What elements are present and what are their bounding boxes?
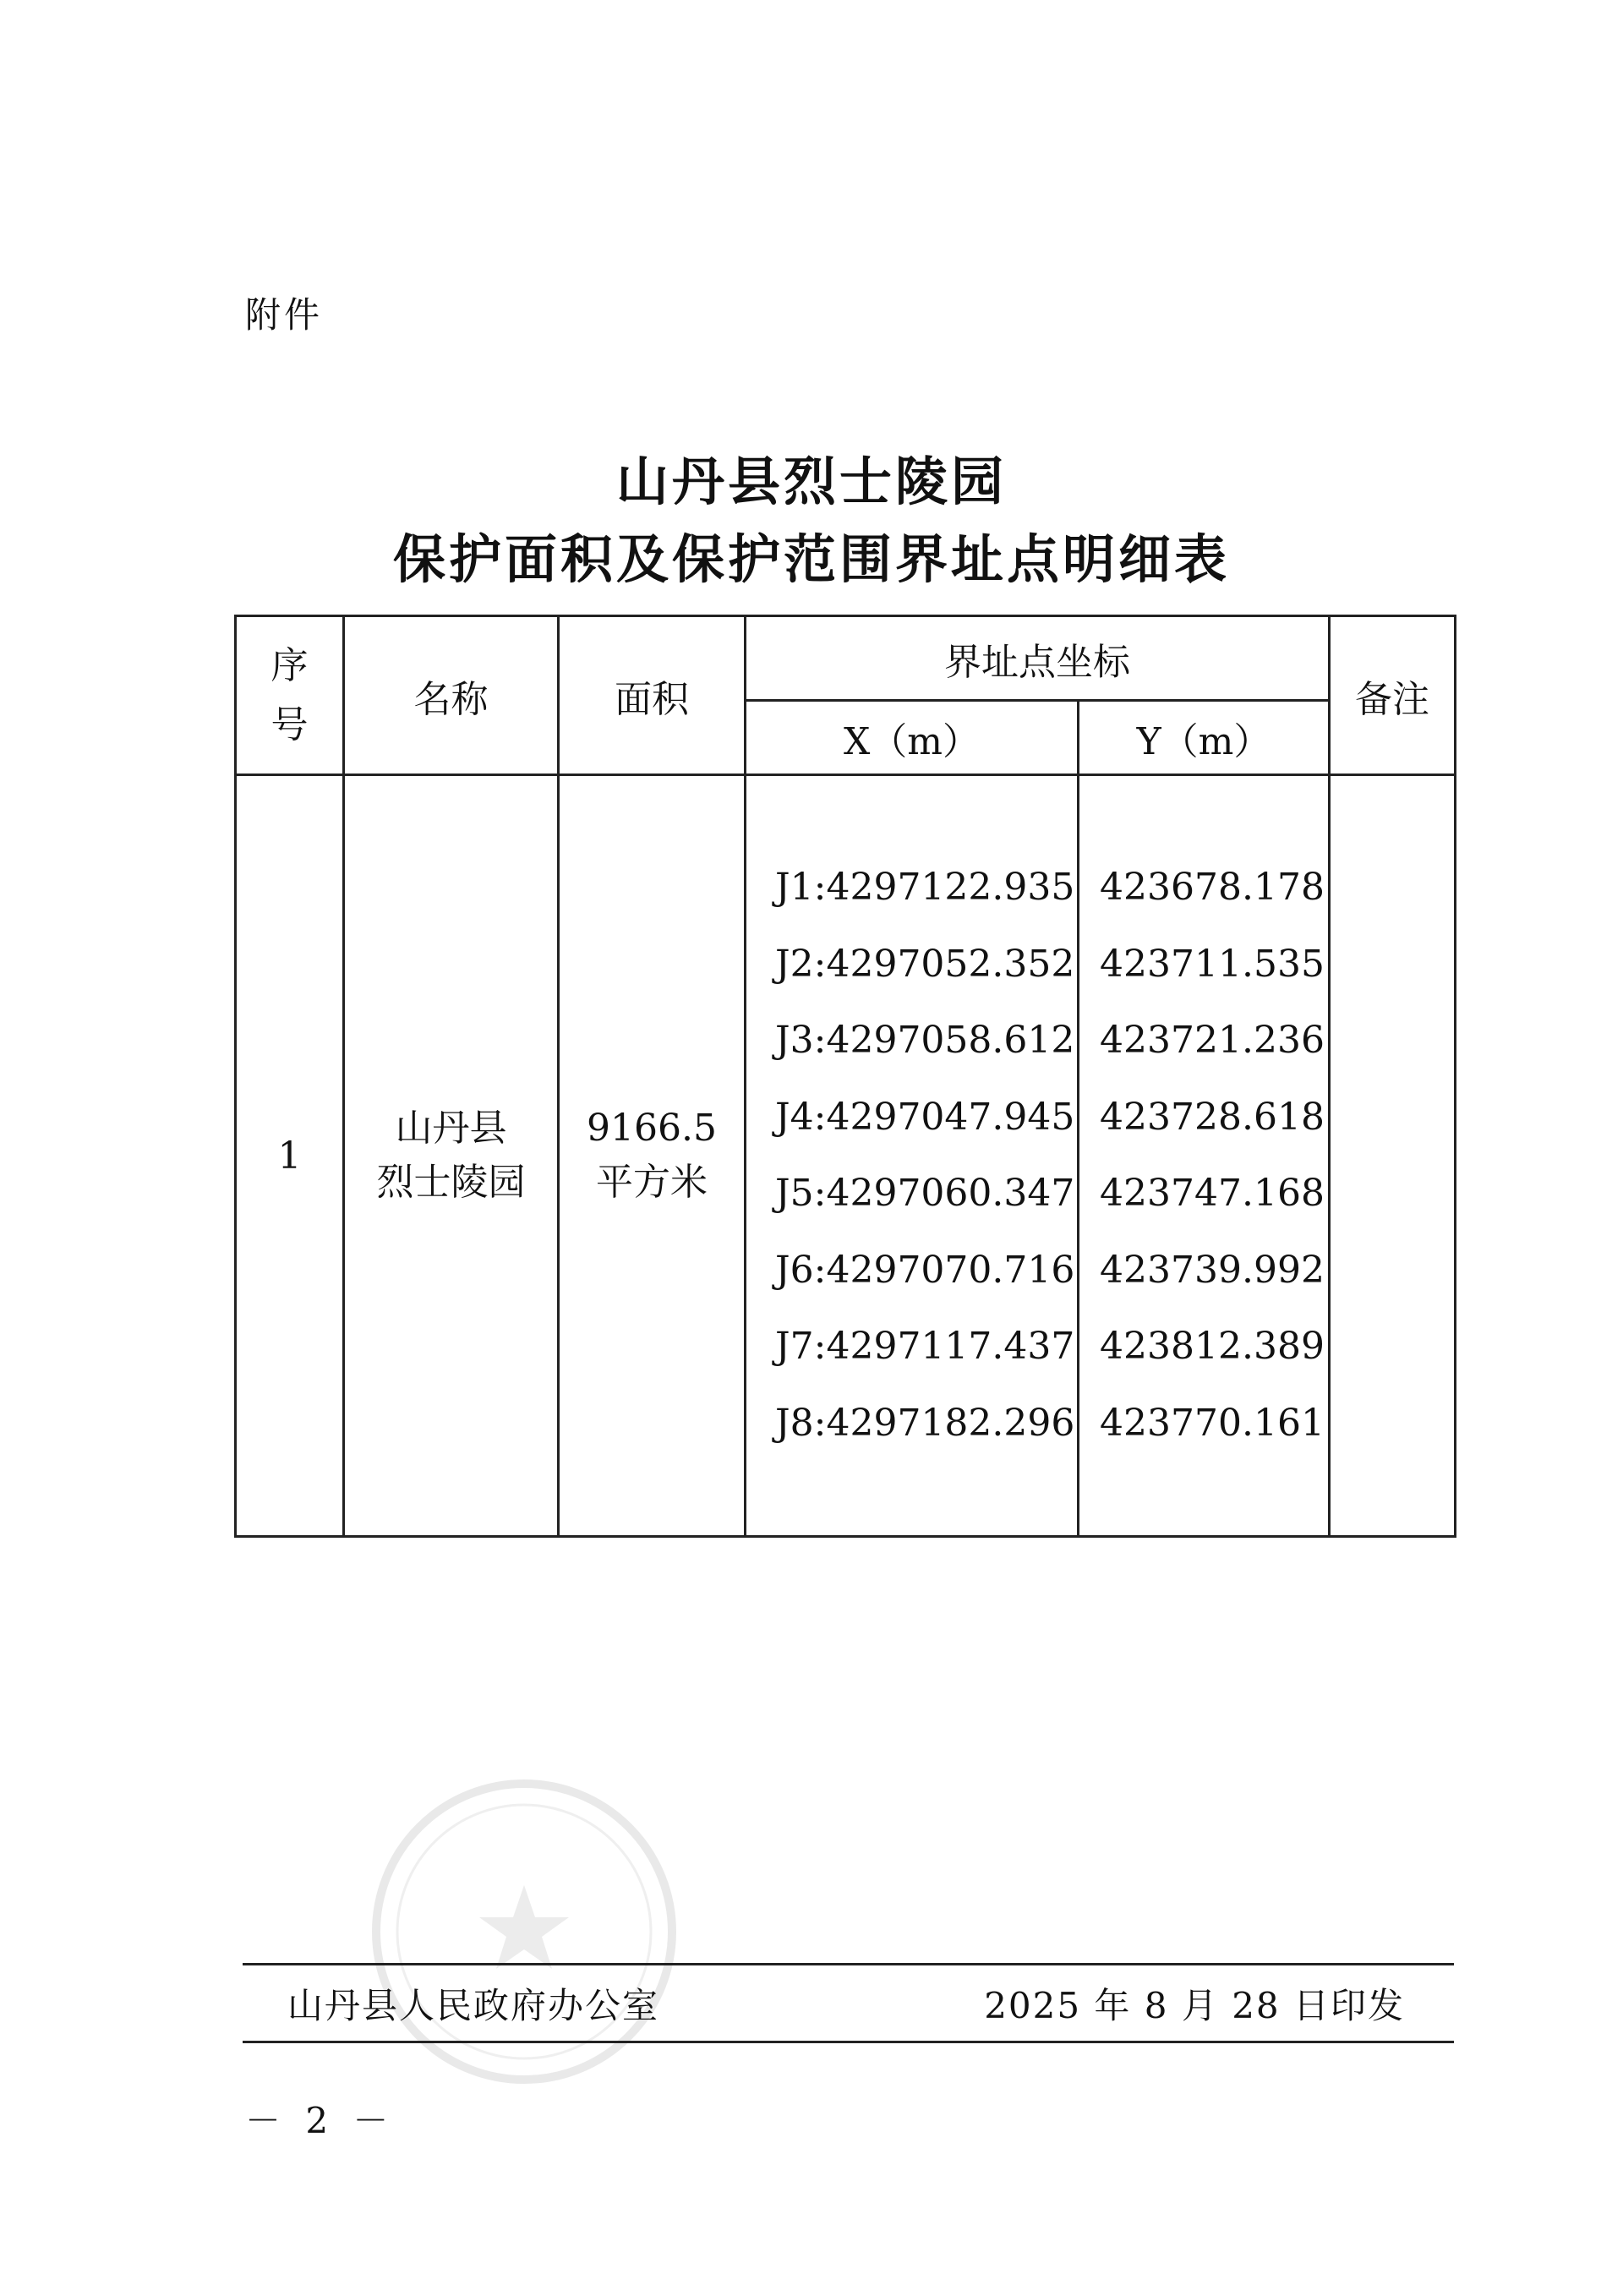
table-header-row — [236, 616, 1456, 701]
cell-name-line1: 山丹县 — [395, 1107, 507, 1150]
attachment-label: 附件 — [245, 294, 324, 336]
footer-bottom-rule — [243, 2041, 1454, 2043]
header-x: X（m） — [746, 701, 1079, 775]
coord-y-j1: 423678.178 — [1100, 866, 1325, 909]
cell-area-value: 9166.5 — [587, 1107, 717, 1150]
cell-x-coords — [746, 775, 1079, 1537]
header-name: 名称 — [344, 616, 559, 775]
coord-y-j5: 423747.168 — [1100, 1172, 1325, 1215]
coord-x-j3: J3:4297058.612 — [775, 1019, 1075, 1062]
cell-area — [559, 775, 746, 1537]
coord-y-j6: 423739.992 — [1100, 1248, 1325, 1292]
header-area: 面积 — [559, 616, 746, 775]
coord-x-j5: J5:4297060.347 — [775, 1172, 1075, 1215]
coord-y-j4: 423728.618 — [1100, 1095, 1325, 1139]
header-remark: 备注 — [1330, 616, 1456, 775]
boundary-points-table — [234, 615, 1456, 1538]
coord-x-j6: J6:4297070.716 — [775, 1248, 1075, 1292]
cell-area-unit: 平方米 — [596, 1161, 708, 1204]
coord-y-j3: 423721.236 — [1100, 1019, 1325, 1062]
official-seal-stamp — [347, 1767, 702, 2096]
cell-y-coords — [1079, 775, 1330, 1537]
page-number: － 2 － — [245, 2100, 396, 2141]
cell-remark — [1330, 775, 1456, 1537]
issue-date: 2025 年 8 月 28 日印发 — [984, 1985, 1405, 2026]
header-coords-group: 界址点坐标 — [746, 616, 1330, 701]
coord-x-j4: J4:4297047.945 — [775, 1095, 1075, 1139]
cell-name-line2: 烈士陵园 — [376, 1161, 526, 1204]
coord-x-j2: J2:4297052.352 — [775, 942, 1075, 986]
cell-name — [344, 775, 559, 1537]
coord-x-j8: J8:4297182.296 — [775, 1401, 1075, 1445]
coord-y-j7: 423812.389 — [1100, 1325, 1325, 1368]
header-y: Y（m） — [1079, 701, 1330, 775]
coord-y-j8: 423770.161 — [1100, 1401, 1325, 1445]
header-seq-char2: 号 — [270, 702, 309, 746]
coord-x-j7: J7:4297117.437 — [775, 1325, 1075, 1368]
cell-seq: 1 — [236, 775, 344, 1537]
coord-x-j1: J1:4297122.935 — [775, 866, 1075, 909]
header-seq — [236, 616, 344, 775]
document-title-line1: 山丹县烈士陵园 — [615, 451, 1007, 512]
footer-top-rule — [243, 1963, 1454, 1965]
coord-y-j2: 423711.535 — [1100, 942, 1325, 986]
table-row — [236, 775, 1456, 1537]
document-title-line2: 保护面积及保护范围界址点明细表 — [392, 528, 1230, 590]
header-seq-char1: 序 — [270, 643, 309, 687]
issuer-name: 山丹县人民政府办公室 — [287, 1985, 660, 2026]
